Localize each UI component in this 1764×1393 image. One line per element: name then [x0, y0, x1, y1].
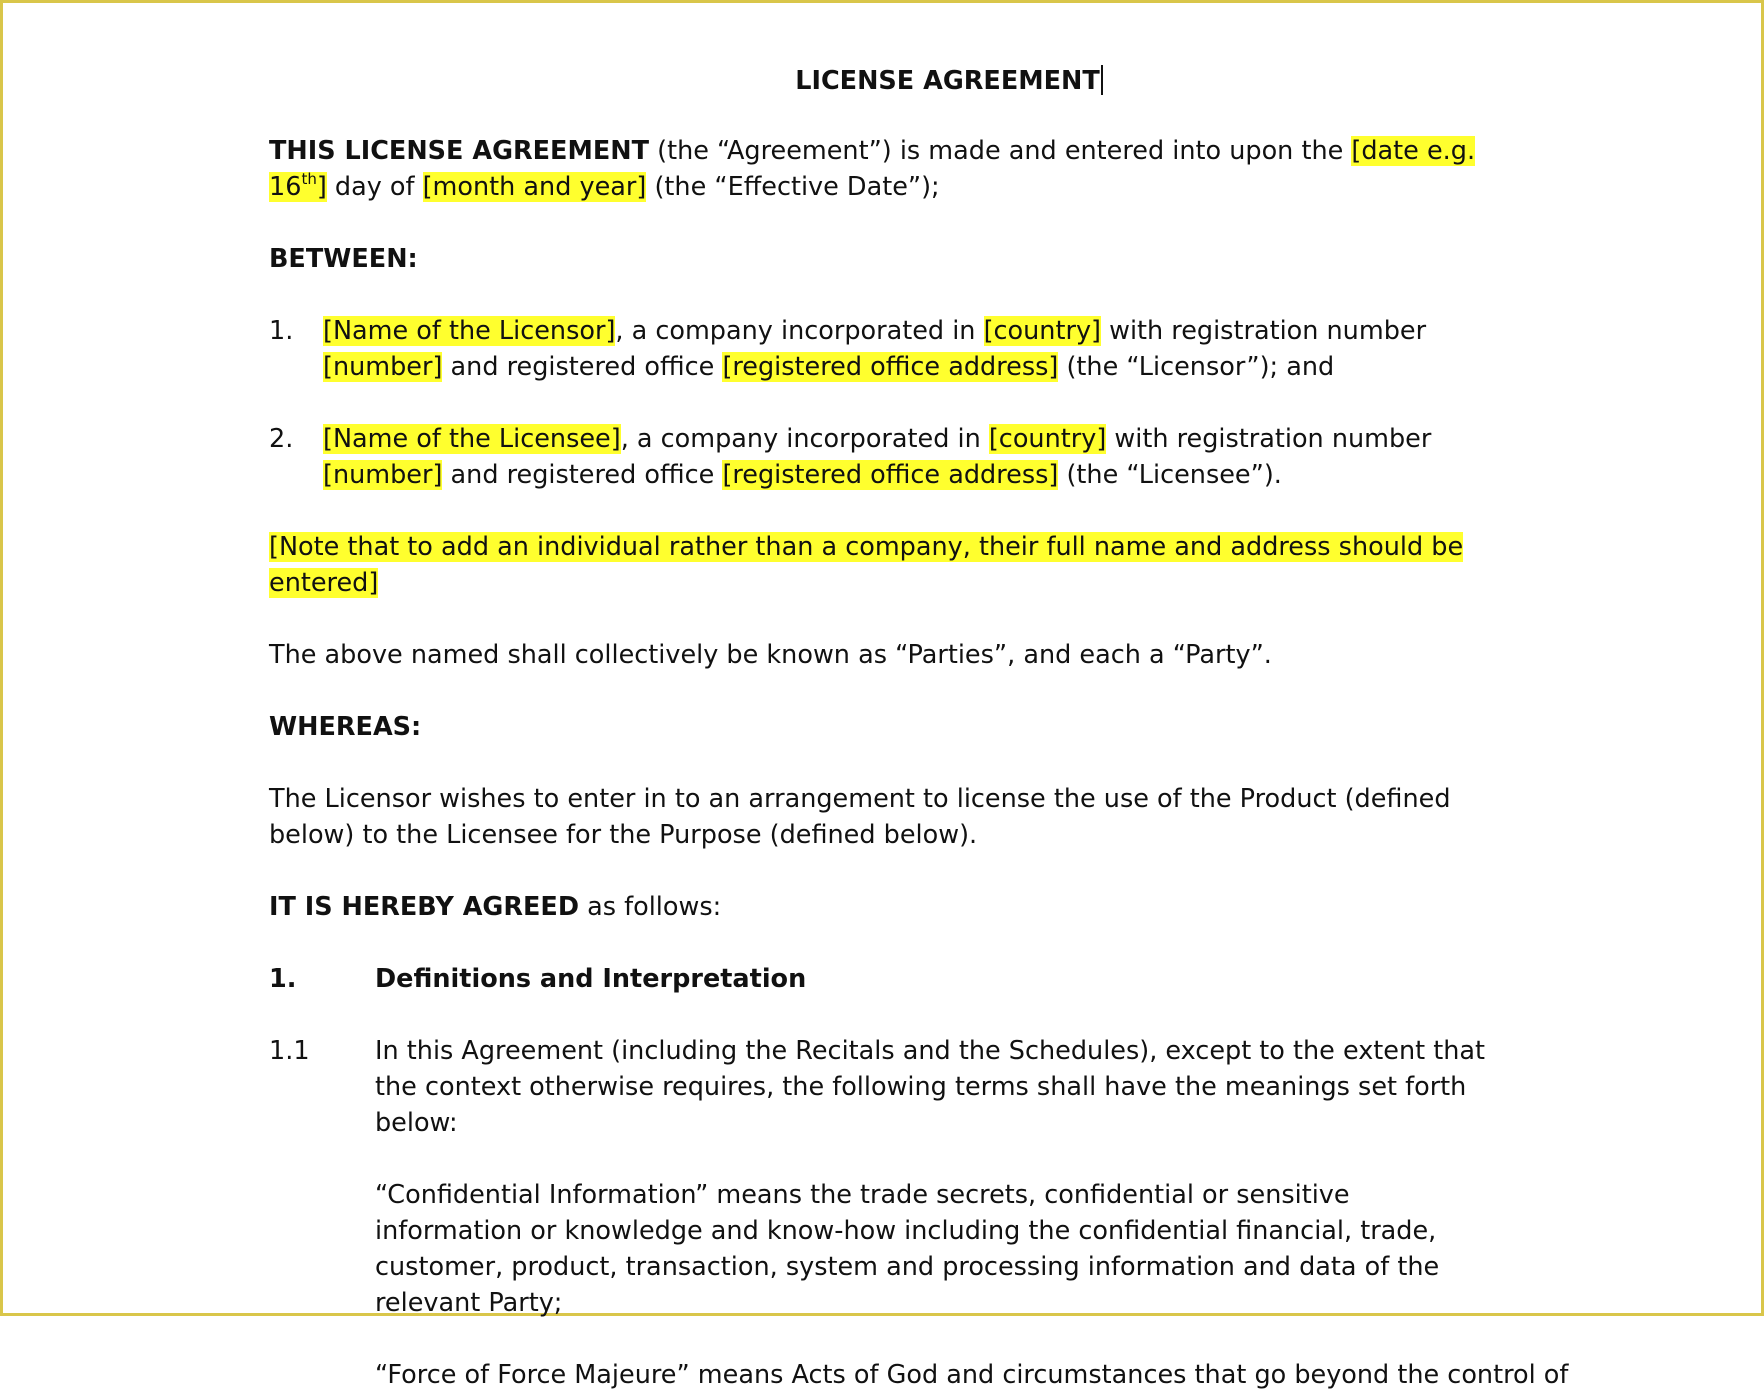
section-heading-definitions: [269, 961, 1499, 997]
agreed-bold: IT IS HEREBY AGREED: [269, 892, 579, 922]
month-year-placeholder[interactable]: [month and year]: [422, 172, 647, 202]
licensor-name-placeholder[interactable]: [Name of the Licensor]: [323, 316, 616, 346]
date-placeholder-text: [date e.g. 16: [269, 136, 1476, 202]
licensee-name-placeholder[interactable]: [Name of the Licensee]: [323, 424, 621, 454]
whereas-heading: [269, 709, 1499, 745]
party-text: , a company incorporated in: [615, 316, 984, 346]
intro-bold-lead: THIS LICENSE AGREEMENT: [269, 136, 650, 166]
party-text: with registration number: [1100, 316, 1427, 346]
intro-text-2: day of: [326, 172, 423, 202]
agreed-rest: as follows:: [579, 892, 722, 922]
clause-text: In this Agreement (including the Recitals and the Schedules), except to the extent that the context otherwise requires, the following terms shall have the meanings set forth below:: [375, 1036, 1486, 1138]
party-text: and registered office: [442, 460, 723, 490]
party-text: (the “Licensee”).: [1058, 460, 1282, 490]
title-text: LICENSE AGREEMENT: [795, 66, 1100, 96]
registration-number-placeholder[interactable]: [number]: [323, 460, 443, 490]
party-text: (the “Licensor”); and: [1058, 352, 1335, 382]
whereas-paragraph: The Licensor wishes to enter in to an arrangement to license the use of the Product (defined below) to the Licensee for the Purpose (defined below).: [269, 784, 1451, 850]
individual-note: [269, 529, 1499, 601]
registration-number-placeholder[interactable]: [number]: [323, 352, 443, 382]
whereas-heading-text: WHEREAS:: [269, 712, 422, 742]
party-item-licensor: [269, 313, 1499, 385]
party-text: , a company incorporated in: [620, 424, 989, 454]
intro-paragraph: [269, 133, 1499, 205]
office-address-placeholder[interactable]: [registered office address]: [722, 460, 1059, 490]
country-placeholder[interactable]: [country]: [983, 316, 1101, 346]
section-number: 1.: [269, 964, 297, 994]
party-number: 2.: [269, 424, 294, 454]
between-heading: [269, 241, 1499, 277]
document-title: [399, 63, 1499, 99]
definition-confidential-information: “Confidential Information” means the trade secrets, confidential or sensitive information or knowledge and know-how including the confidential financial, trade, customer, product, transaction, system and processing information and data of the relevant Party;: [375, 1180, 1440, 1318]
parties-known-paragraph: The above named shall collectively be known as “Parties”, and each a “Party”.: [269, 640, 1272, 670]
party-item-licensee: [269, 421, 1499, 493]
office-address-placeholder[interactable]: [registered office address]: [722, 352, 1059, 382]
intro-text-1: (the “Agreement”) is made and entered into upon the: [649, 136, 1352, 166]
agreed-paragraph: [269, 889, 1499, 925]
intro-text-3: (the “Effective Date”);: [646, 172, 940, 202]
clause-1-1: [269, 1033, 1499, 1141]
text-cursor: [1101, 65, 1103, 95]
clause-number: 1.1: [269, 1036, 310, 1066]
individual-note-text[interactable]: [Note that to add an individual rather than a company, their full name and address should be entered]: [269, 532, 1464, 598]
between-heading-text: BETWEEN:: [269, 244, 418, 274]
date-superscript: th: [301, 170, 317, 188]
date-placeholder-close: ]: [316, 172, 327, 202]
party-text: with registration number: [1106, 424, 1432, 454]
party-number: 1.: [269, 316, 294, 346]
section-title: Definitions and Interpretation: [375, 964, 807, 994]
party-text: and registered office: [442, 352, 723, 382]
definition-force-majeure-partial: “Force of Force Majeure” means Acts of God and circumstances that go beyond the control of: [375, 1360, 1569, 1390]
document-body: [269, 63, 1569, 1393]
country-placeholder[interactable]: [country]: [988, 424, 1107, 454]
